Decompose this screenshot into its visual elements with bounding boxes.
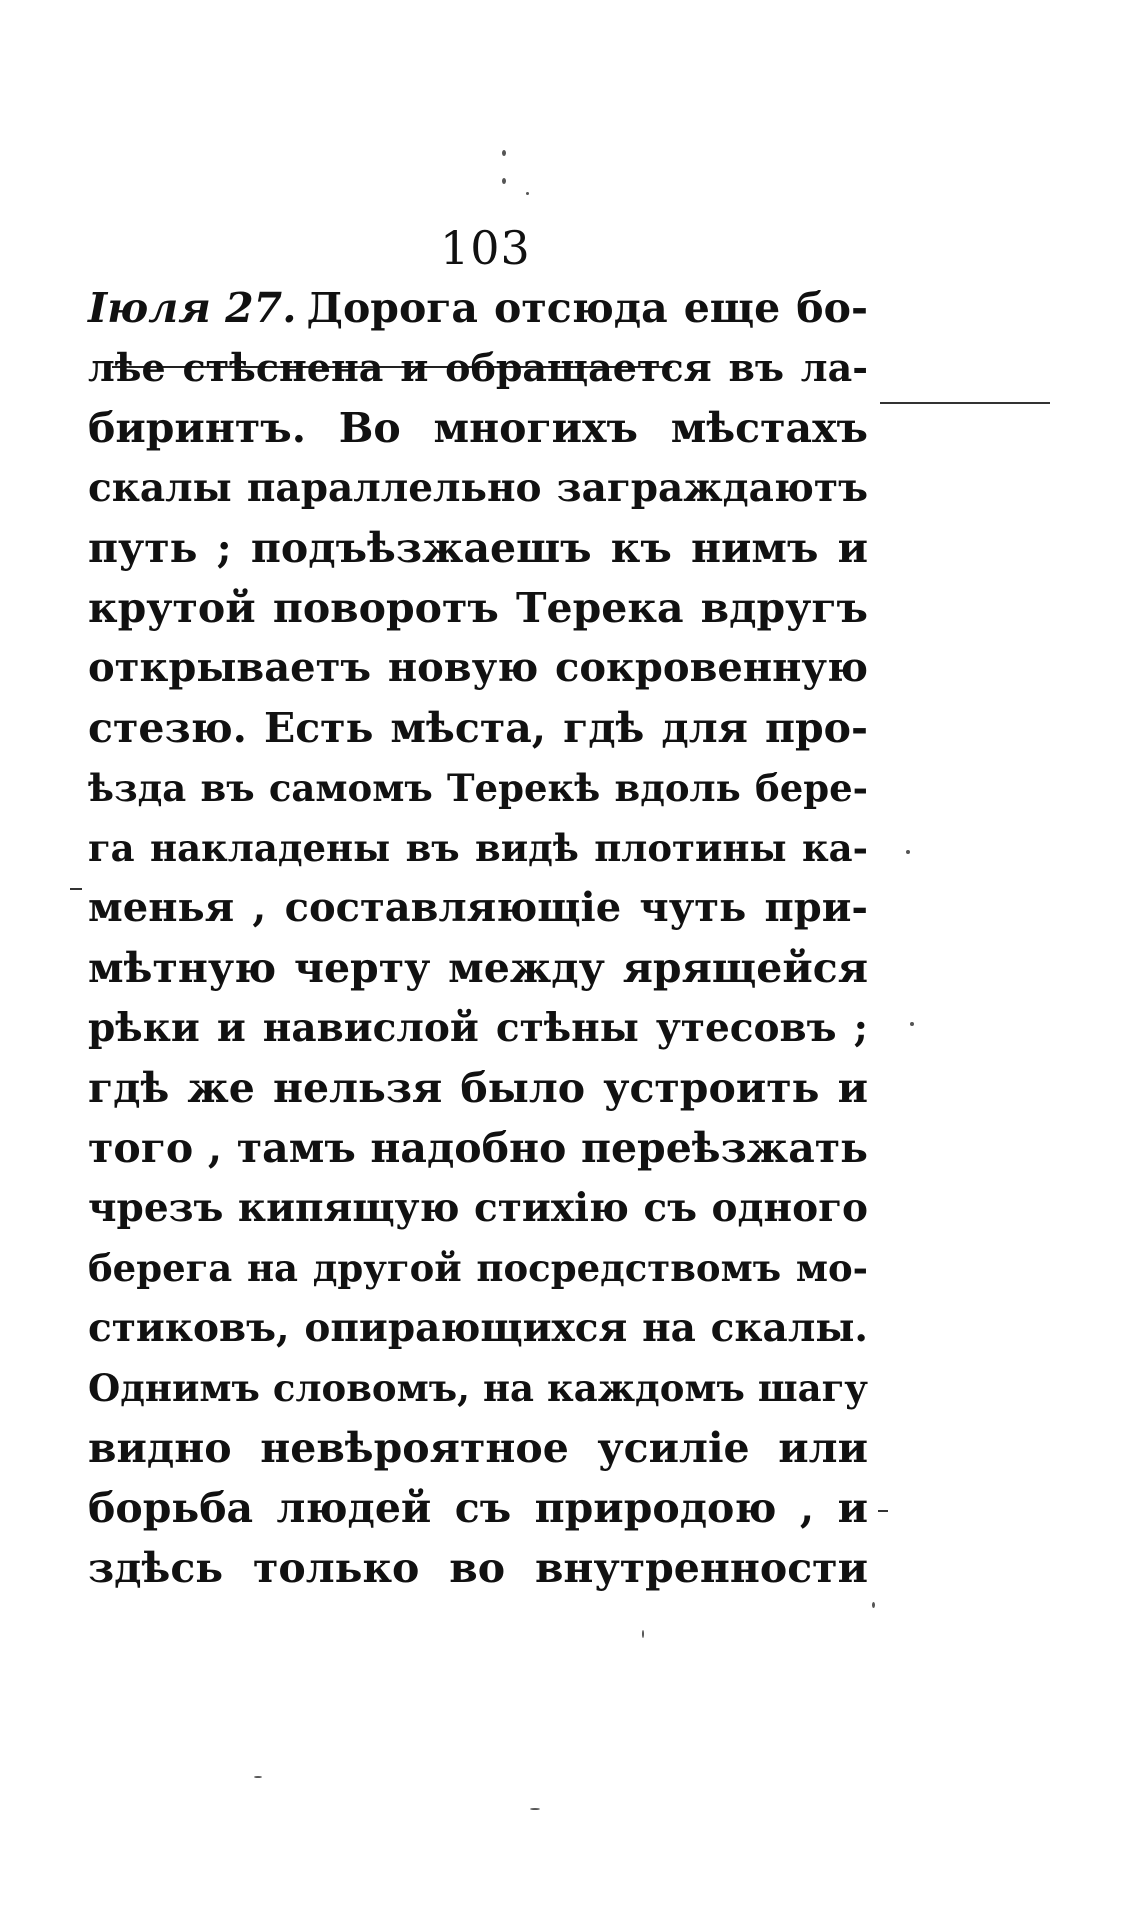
text-line: стезю. Есть мѣста, гдѣ для про- (88, 704, 868, 752)
scan-dash (70, 888, 82, 890)
scan-speck (642, 1630, 644, 1638)
text-line: рѣки и навислой стѣны утесовъ ; (88, 1005, 868, 1051)
body-text (88, 278, 868, 1598)
scan-dash (880, 402, 1050, 404)
scan-speck (872, 1602, 875, 1608)
text-line: крутой поворотъ Терека вдругъ (88, 584, 868, 632)
scan-speck (530, 1808, 540, 1810)
text-line-first (88, 278, 868, 338)
scan-speck (502, 178, 506, 184)
text-line: того , тамъ надобно переѣзжать (88, 1124, 868, 1172)
scan-speck (526, 192, 529, 195)
scan-speck (502, 150, 506, 156)
text-line: путь ; подъѣзжаешъ къ нимъ и (88, 524, 868, 572)
text-line-last: здѣсь только во внутренности (88, 1544, 868, 1592)
scan-speck (910, 1022, 914, 1026)
text-line: Однимъ словомъ, на каждомъ шагу (88, 1366, 868, 1410)
text-line: чрезъ кипящую стихію съ одного (88, 1185, 868, 1231)
text-line: менья , составляющіе чуть при- (88, 884, 868, 931)
text-line: га накладены въ видѣ плотины ка- (88, 826, 868, 870)
text-line: ѣзда въ самомъ Терекѣ вдоль бере- (88, 766, 868, 810)
text-line: гдѣ же нельзя было устроить и (88, 1064, 868, 1112)
scan-dash (878, 1510, 888, 1512)
text-line: открываетъ новую сокровенную (88, 644, 868, 691)
text-line: видно невѣроятное усиліе или (88, 1424, 868, 1472)
text-line: скалы параллельно заграждаютъ (88, 465, 868, 511)
scan-speck (906, 850, 910, 854)
entry-date: Іюля 27. (88, 284, 297, 332)
text-line: берега на другой посредствомъ мо- (88, 1246, 868, 1290)
scan-speck (254, 1776, 262, 1778)
text-line-first-rest: Дорога отсюда еще бо- (306, 284, 868, 332)
text-line: стиковъ, опирающихся на скалы. (88, 1305, 868, 1351)
text-line: мѣтную черту между ярящейся (88, 944, 868, 992)
text-line: лѣе стѣснена и обращается въ ла- (88, 345, 868, 390)
page-number: 103 (440, 221, 531, 275)
text-line: биринтъ. Во многихъ мѣстахъ (88, 404, 868, 452)
text-line: борьба людей съ природою , и (88, 1484, 868, 1532)
